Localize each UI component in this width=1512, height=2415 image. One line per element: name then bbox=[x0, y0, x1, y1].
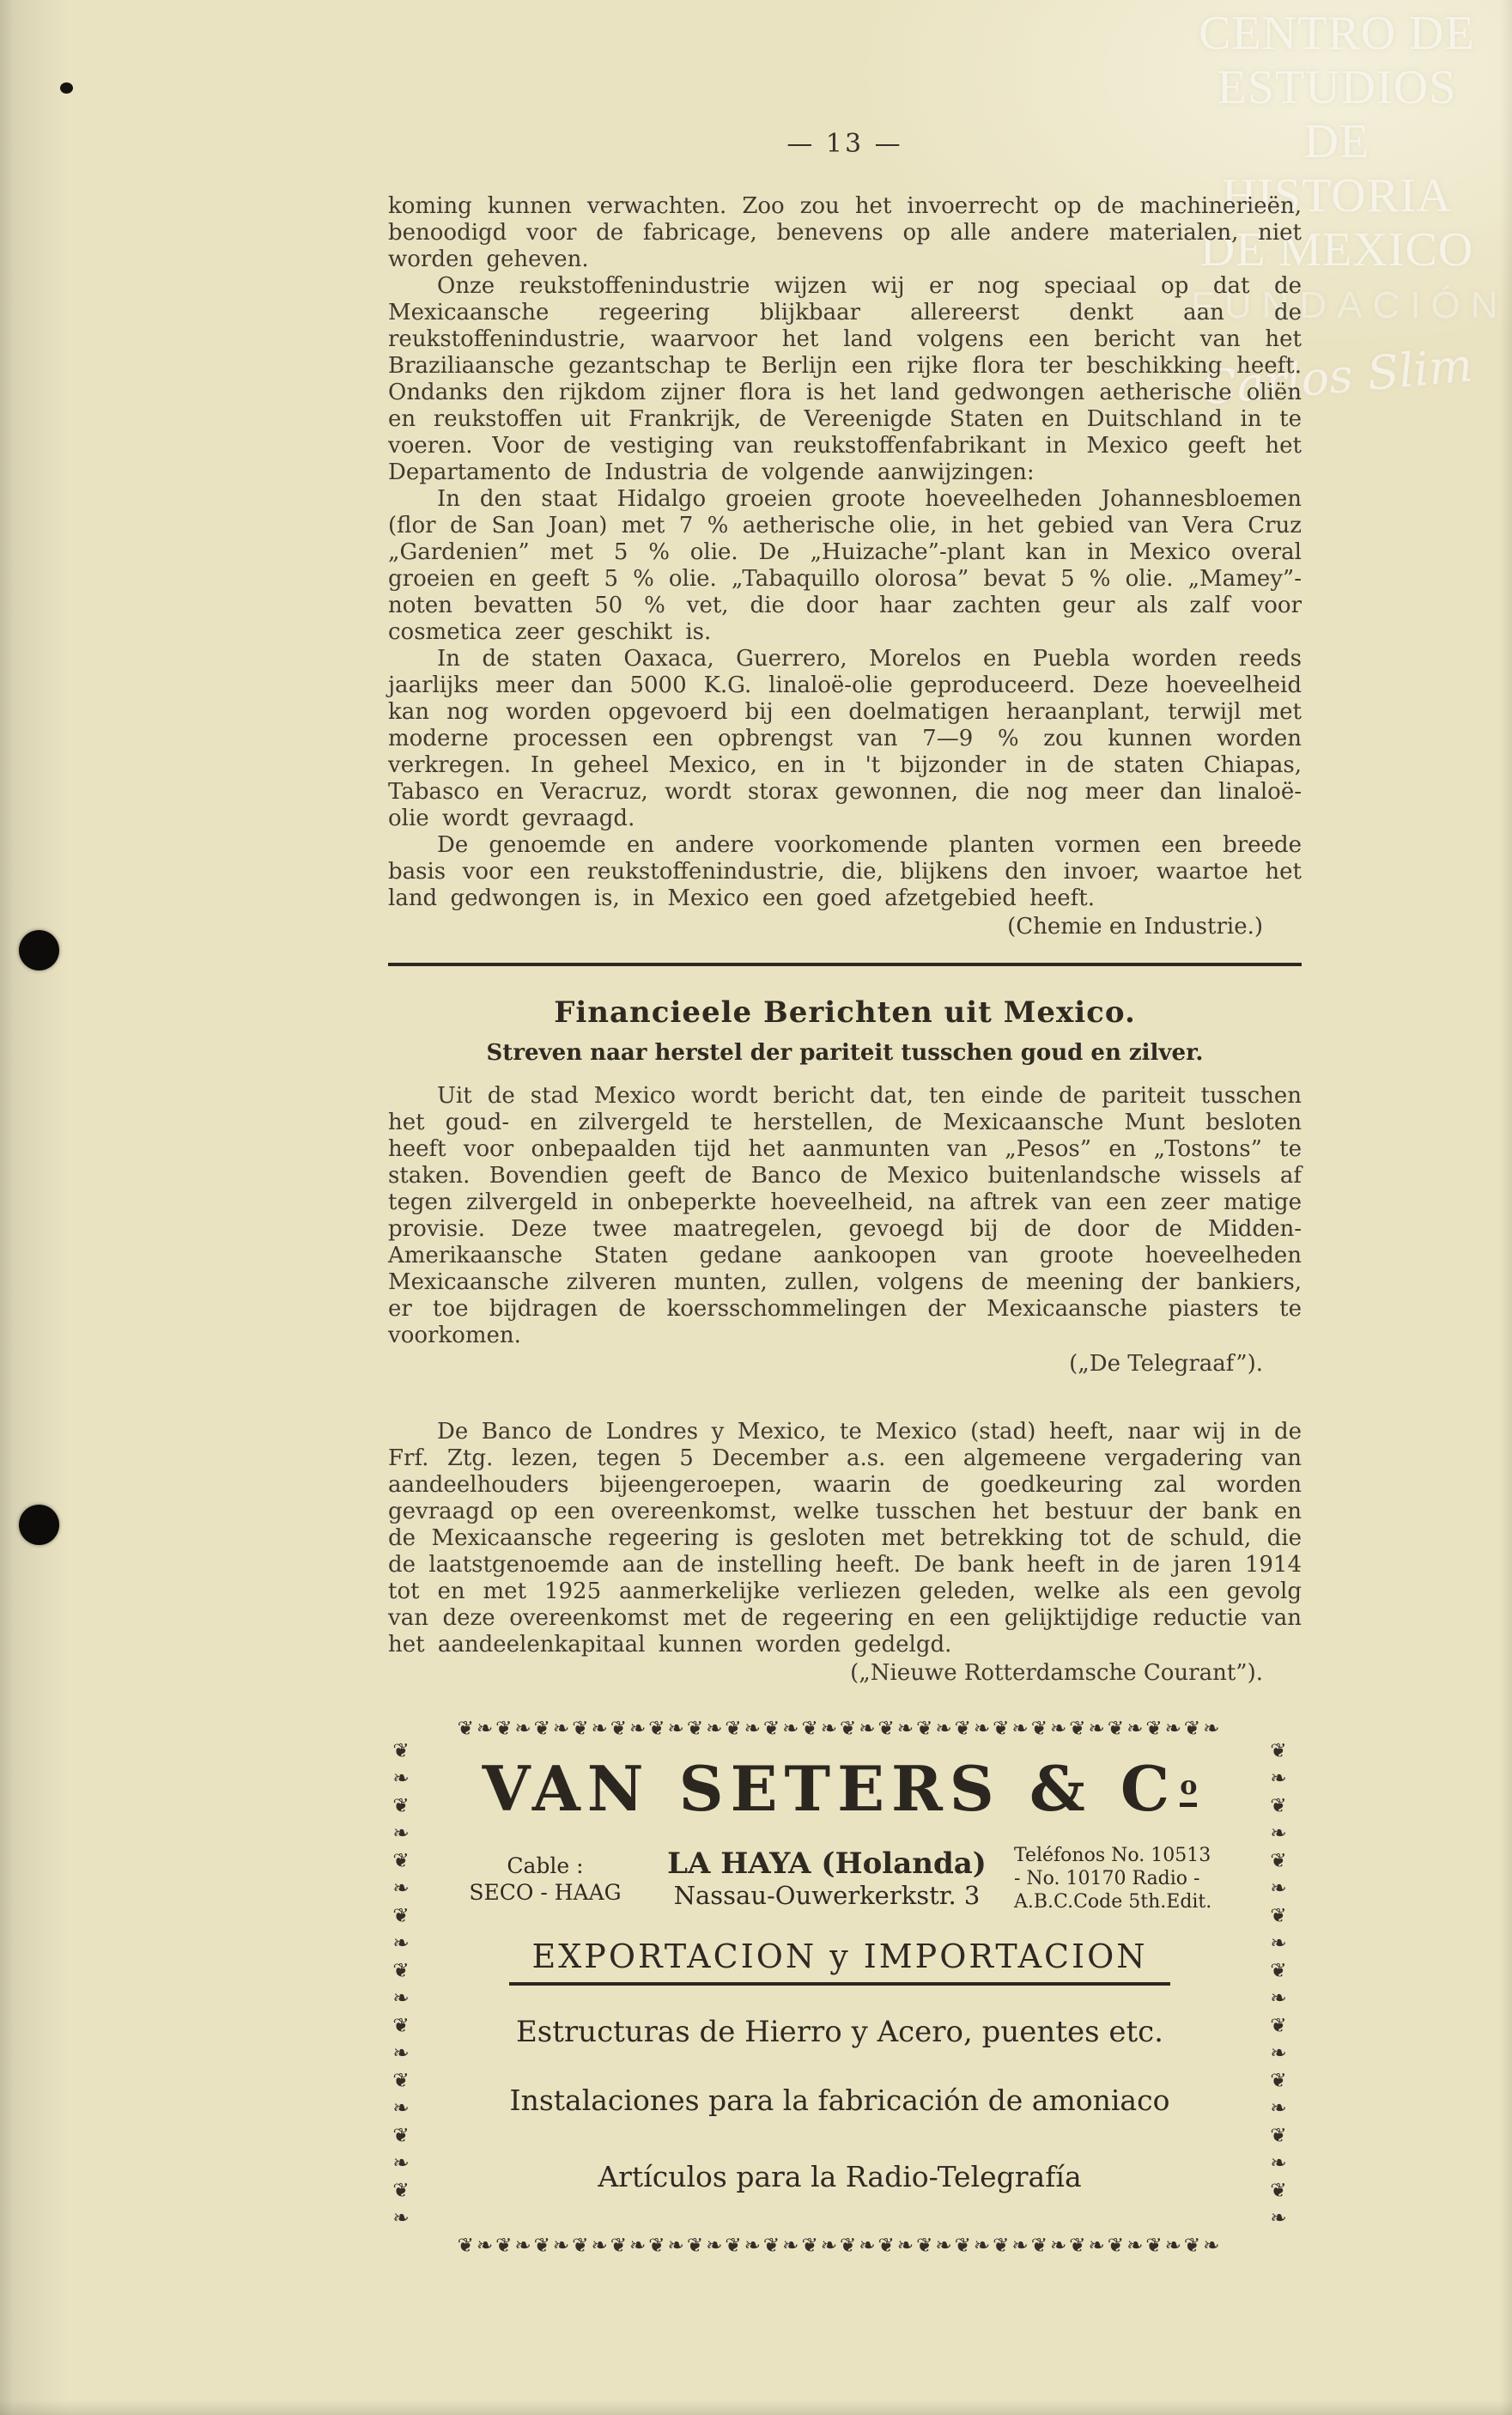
ink-speck bbox=[60, 82, 73, 94]
ad-service-line: Artículos para la Radio-Telegrafía bbox=[598, 2160, 1082, 2193]
cable-address bbox=[451, 1852, 640, 1906]
article-title: Financieele Berichten uit Mexico. bbox=[554, 995, 1136, 1030]
city-line: LA HAYA (Holanda) bbox=[667, 1846, 987, 1881]
watermark-line: DE HISTORIA bbox=[1221, 115, 1453, 222]
body-paragraph: De Banco de Londres y Mexico, te Mexico (stad) heeft, naar wij in de Frf. Ztg. lezen, tegen 5 December a.s. een algemeene vergadering van aandeelhouders bijeengeroepen, waarin de goedkeuring zal worden gevraagd op een overeenkomst, welke tusschen het bestuur der bank en de Mexicaansche regeering is gesloten met betrekking tot de schuld, die de laatstgenoemde aan de instelling heeft. De bank heeft in de jaren 1914 tot en met 1925 aanmerkelijke verliezen geleden, welke als een gevolg van deze overeenkomst met de regeering en een gelijktijdige reductie van het aandeelenkapitaal kunnen worden gedelgd. bbox=[388, 1419, 1302, 1658]
body-paragraph: koming kunnen verwachten. Zoo zou het invoerrecht op de machinerieën, benoodigd voor de fabricage, benevens op alle andere materialen, niet worden geheven. bbox=[388, 193, 1302, 272]
punch-hole-bottom bbox=[19, 1505, 59, 1545]
body-paragraph: Onze reukstoffenindustrie wijzen wij er nog speciaal op dat de Mexicaansche regeering blijkbaar allereerst denkt aan de reukstoffenindustrie, waarvoor het land volgens een bericht van het Braziliaansche gezantschap te Berlijn een rijke flora ter beschikking heeft. Ondanks den rijkdom zijner flora is het land gedwongen aetherische oliën en reukstoffen uit Frankrijk, de Vereenigde Staten en Duitschland in te voeren. Voor de vestiging van reukstoffenfabrikant in Mexico geeft het Departamento de Industria de volgende aanwijzingen: bbox=[388, 273, 1302, 485]
ornament-border-top: ❦❧❦❧❦❧❦❧❦❧❦❧❦❧❦❧❦❧❦❧❦❧❦❧❦❧❦❧❦❧❦❧❦❧❦❧❦❧❦❧ bbox=[457, 1718, 1223, 1740]
phone-line: A.B.C.Code 5th.Edit. bbox=[1014, 1891, 1212, 1913]
punch-hole-top bbox=[19, 930, 59, 970]
body-paragraph: Uit de stad Mexico wordt bericht dat, ten einde de pariteit tusschen het goud- en zilvergeld te herstellen, de Mexicaansche Munt besloten heeft voor onbepaalden tijd het aanmunten van „Pesos” en „Tostons” te staken. Bovendien geeft de Banco de Mexico buitenlandsche wissels af tegen zilvergeld in onbeperkte hoeveelheid, na aftrek van een zeer matige provisie. Deze twee maatregelen, gevoegd bij de door de Midden-Amerikaansche Staten gedane aankoopen van groote hoeveelheden Mexicaansche zilveren munten, zullen, volgens de meening der bankiers, er toe bijdragen de koersschommelingen der Mexicaansche piasters te voorkomen. bbox=[388, 1083, 1302, 1348]
cable-value: SECO - HAAG bbox=[469, 1879, 622, 1905]
watermark-line: ESTUDIOS bbox=[1217, 61, 1457, 114]
phone-line: - No. 10170 Radio - bbox=[1014, 1868, 1200, 1889]
watermark-line-fundacion: FUNDACIÓN bbox=[1191, 284, 1509, 326]
text-column bbox=[388, 129, 1302, 2257]
ad-headline bbox=[414, 1937, 1266, 1986]
source-attribution: (Chemie en Industrie.) bbox=[1007, 914, 1263, 940]
ornament-border-left: ❦❧❦❧❦❧❦❧❦❧❦❧❦❧❦❧❦❧ bbox=[390, 1740, 412, 2235]
page-number: — 13 — bbox=[786, 129, 903, 159]
company-name bbox=[414, 1752, 1266, 1825]
advertisement-van-seters bbox=[388, 1718, 1291, 2257]
ornament-border-right: ❦❧❦❧❦❧❦❧❦❧❦❧❦❧❦❧❦❧ bbox=[1267, 1740, 1290, 2235]
body-paragraph: De genoemde en andere voorkomende planten vormen een breede basis voor een reukstoffenindustrie, die, blijkens den invoer, waartoe het land gedwongen is, in Mexico een goed afzetgebied heeft. bbox=[388, 832, 1302, 911]
body-paragraph: In den staat Hidalgo groeien groote hoeveelheden Johannesbloemen (flor de San Joan) met 7 % aetherische olie, in het gebied van Vera Cruz „Gardenien” met 5 % olie. De „Huizache”-plant kan in Mexico overal groeien en geeft 5 % olie. „Tabaquillo olorosa” bevat 5 % olie. „Mamey”-noten bevatten 50 % vet, die door haar zachten geur als zalf voor cosmetica zeer geschikt is. bbox=[388, 486, 1302, 645]
ad-service-line: Estructuras de Hierro y Acero, puentes etc. bbox=[515, 2015, 1163, 2049]
ad-service-line: Instalaciones para la fabricación de amoniaco bbox=[509, 2083, 1170, 2117]
phone-line: Teléfonos No. 10513 bbox=[1014, 1845, 1211, 1866]
street-address bbox=[664, 1846, 990, 1911]
article-subtitle: Streven naar herstel der pariteit tusschen goud en zilver. bbox=[486, 1040, 1204, 1066]
watermark-line: DE MEXICO bbox=[1199, 223, 1474, 277]
watermark-line: CENTRO DE bbox=[1199, 7, 1475, 60]
ad-headline-text: EXPORTACION y IMPORTACION bbox=[509, 1937, 1169, 1986]
company-name-main: VAN SETERS & C bbox=[482, 1752, 1177, 1825]
source-attribution: („De Telegraaf”). bbox=[1069, 1351, 1263, 1377]
contact-info-row bbox=[414, 1844, 1266, 1913]
ornament-border-bottom: ❦❧❦❧❦❧❦❧❦❧❦❧❦❧❦❧❦❧❦❧❦❧❦❧❦❧❦❧❦❧❦❧❦❧❦❧❦❧❦❧ bbox=[457, 2235, 1223, 2257]
company-name-superscript: o bbox=[1180, 1771, 1197, 1807]
advertisement-content bbox=[414, 1740, 1266, 2235]
phone-numbers bbox=[1014, 1844, 1229, 1913]
source-attribution: („Nieuwe Rotterdamsche Courant”). bbox=[850, 1660, 1263, 1686]
handwritten-signature: Carlos Slim bbox=[1199, 338, 1475, 416]
section-divider bbox=[388, 963, 1302, 966]
body-paragraph: In de staten Oaxaca, Guerrero, Morelos en Puebla worden reeds jaarlijks meer dan 5000 K.G. linaloë-olie geproduceerd. Deze hoeveelheid kan nog worden opgevoerd bij een doelmatigen heraanplant, terwijl met moderne processen een opbrengst van 7—9 % zou kunnen worden verkregen. In geheel Mexico, en in 't bijzonder in de staten Chiapas, Tabasco en Veracruz, wordt storax gewonnen, die nog meer dan linaloë-olie wordt gevraagd. bbox=[388, 646, 1302, 831]
street-line: Nassau-Ouwerkerkstr. 3 bbox=[673, 1881, 981, 1910]
cable-label: Cable : bbox=[507, 1852, 584, 1878]
